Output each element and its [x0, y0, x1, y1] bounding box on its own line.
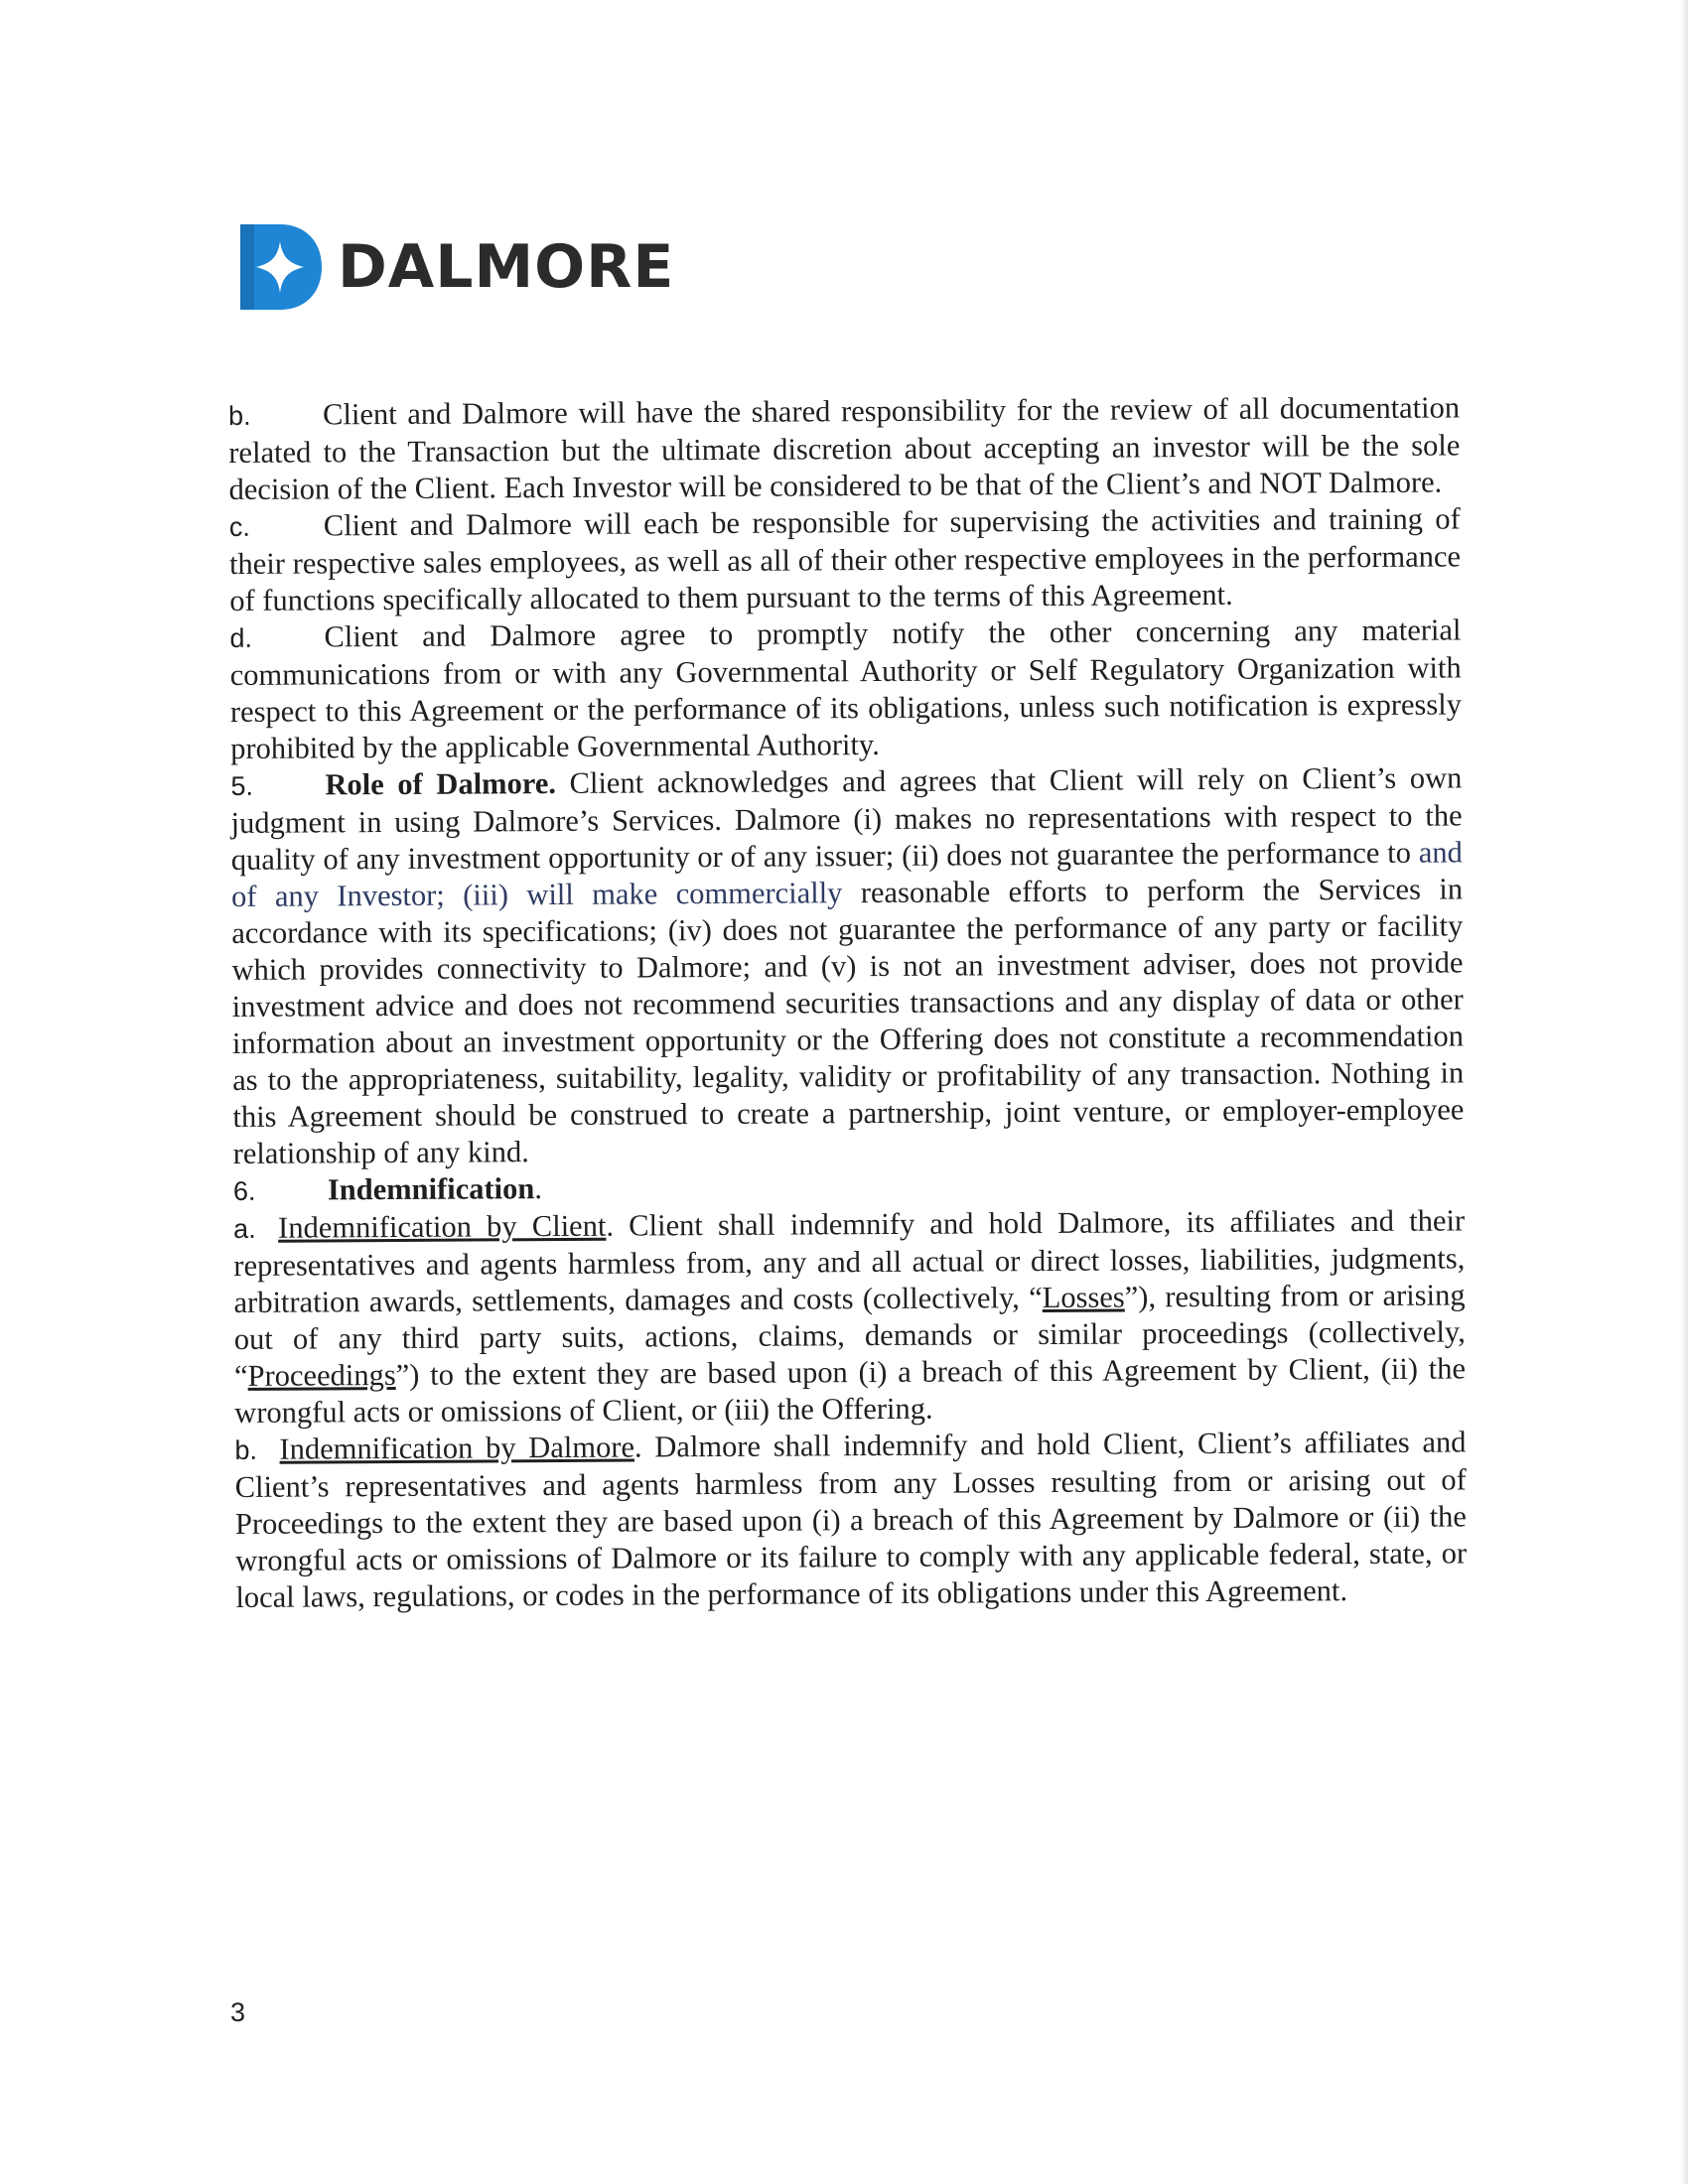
- dalmore-d-star-logo-icon: [240, 224, 322, 310]
- agreement-body: [228, 389, 1467, 1616]
- paragraph-b-shared-responsibility: [228, 389, 1461, 508]
- section-number: 5.: [230, 770, 254, 801]
- defined-term-proceedings: Proceedings: [247, 1357, 396, 1393]
- defined-term-losses: Losses: [1042, 1280, 1125, 1315]
- paragraph-text: Client and Dalmore will have the shared responsibility for the review of all documentation related to the Transaction but the ultimate discretion about accepting an investor will be the sole decision of the Client. Each Investor will be considered to be that of the Client’s and NOT Dalmore.: [228, 390, 1461, 506]
- paragraph-text: Client and Dalmore will each be responsible for supervising the activities and training of their respective sales employees, as well as all of their other respective employees in the performance of functions specifically allocated to them pursuant to the terms of this Agreement.: [228, 501, 1462, 617]
- heading-period: .: [534, 1171, 543, 1206]
- paragraph-text-end: ”) to the extent they are based upon (i) a breach of this Agreement by Client, (ii) the wrongful acts or omissions of Client, or (iii) the Offering.: [234, 1351, 1467, 1430]
- subheading-underlined: Indemnification by Dalmore: [279, 1430, 635, 1466]
- section-heading: Indemnification: [327, 1171, 535, 1207]
- section-5-role-of-dalmore: [230, 759, 1464, 1172]
- item-number: a.: [233, 1213, 256, 1244]
- scan-edge-shadow: [1680, 0, 1688, 2184]
- paragraph-c-supervision: [229, 500, 1462, 619]
- section-text-continued: reasonable efforts to perform the Services in accordance with its specifications; (iv) does not guarantee the performance of any party or facility which provides connectivity to Dalmore; and (v) is not an investment adviser, does not provide investment advice and does not recommend securities transactions and any display of data or other information about an investment opportunity or the Offering does not constitute a recommendation as to the appropriateness, suitability, legality, validity or profitability of any transaction. Nothing in this Agreement should be construed to create a partnership, joint venture, or employer-employee relationship of any kind.: [231, 872, 1465, 1170]
- paragraph-a-indemnification-by-client: [233, 1202, 1466, 1432]
- paragraph-text-continued: ”), resulting from or arising out of any third party suits, actions, claims, demands or similar proceedings (collectively, “: [233, 1278, 1466, 1393]
- item-number: b.: [228, 400, 251, 431]
- paragraph-text: . Client shall indemnify and hold Dalmore, its affiliates and their representatives and agents harmless from, any and all actual or direct losses, liabilities, judgments, arbitration awards, settlements, damages and costs (collectively, “: [233, 1203, 1466, 1319]
- page-number: 3: [230, 1997, 246, 2027]
- section-number: 6.: [232, 1175, 256, 1206]
- paragraph-d-notification: [229, 612, 1462, 767]
- paragraph-text: . Dalmore shall indemnify and hold Client, Client’s affiliates and Client’s representatives and agents harmless from any Losses resulting from or arising out of Proceedings to the extent they are based upon (i) a breach of this Agreement by Dalmore or (ii) the wrongful acts or omissions of Dalmore or its failure to comply with any applicable federal, state, or local laws, regulations, or codes in the performance of its obligations under this Agreement.: [234, 1425, 1468, 1614]
- section-text: Client acknowledges and agrees that Client will rely on Client’s own judgment in using Dalmore’s Services. Dalmore (i) makes no representations with respect to the quality of any investment opportunity or of any issuer; (ii) does not guarantee the performance to: [230, 760, 1463, 877]
- paragraph-text: Client and Dalmore agree to promptly notify the other concerning any material communications from or with any Governmental Authority or Self Regulatory Organization with respect to this Agreement or the performance of its obligations, unless such notification is expressly prohibited by the applicable Governmental Authority.: [229, 613, 1463, 765]
- paragraph-b-indemnification-by-dalmore: [234, 1424, 1467, 1616]
- dalmore-logo: [240, 224, 674, 310]
- item-number: d.: [229, 622, 253, 653]
- logo-wordmark: DALMORE: [338, 232, 675, 302]
- item-number: c.: [228, 511, 250, 542]
- item-number: b.: [234, 1434, 258, 1465]
- subheading-underlined: Indemnification by Client: [278, 1208, 607, 1245]
- section-text-blue-segment: and of any Investor; (iii) will make commercially: [230, 835, 1463, 913]
- section-heading: Role of Dalmore.: [325, 765, 557, 802]
